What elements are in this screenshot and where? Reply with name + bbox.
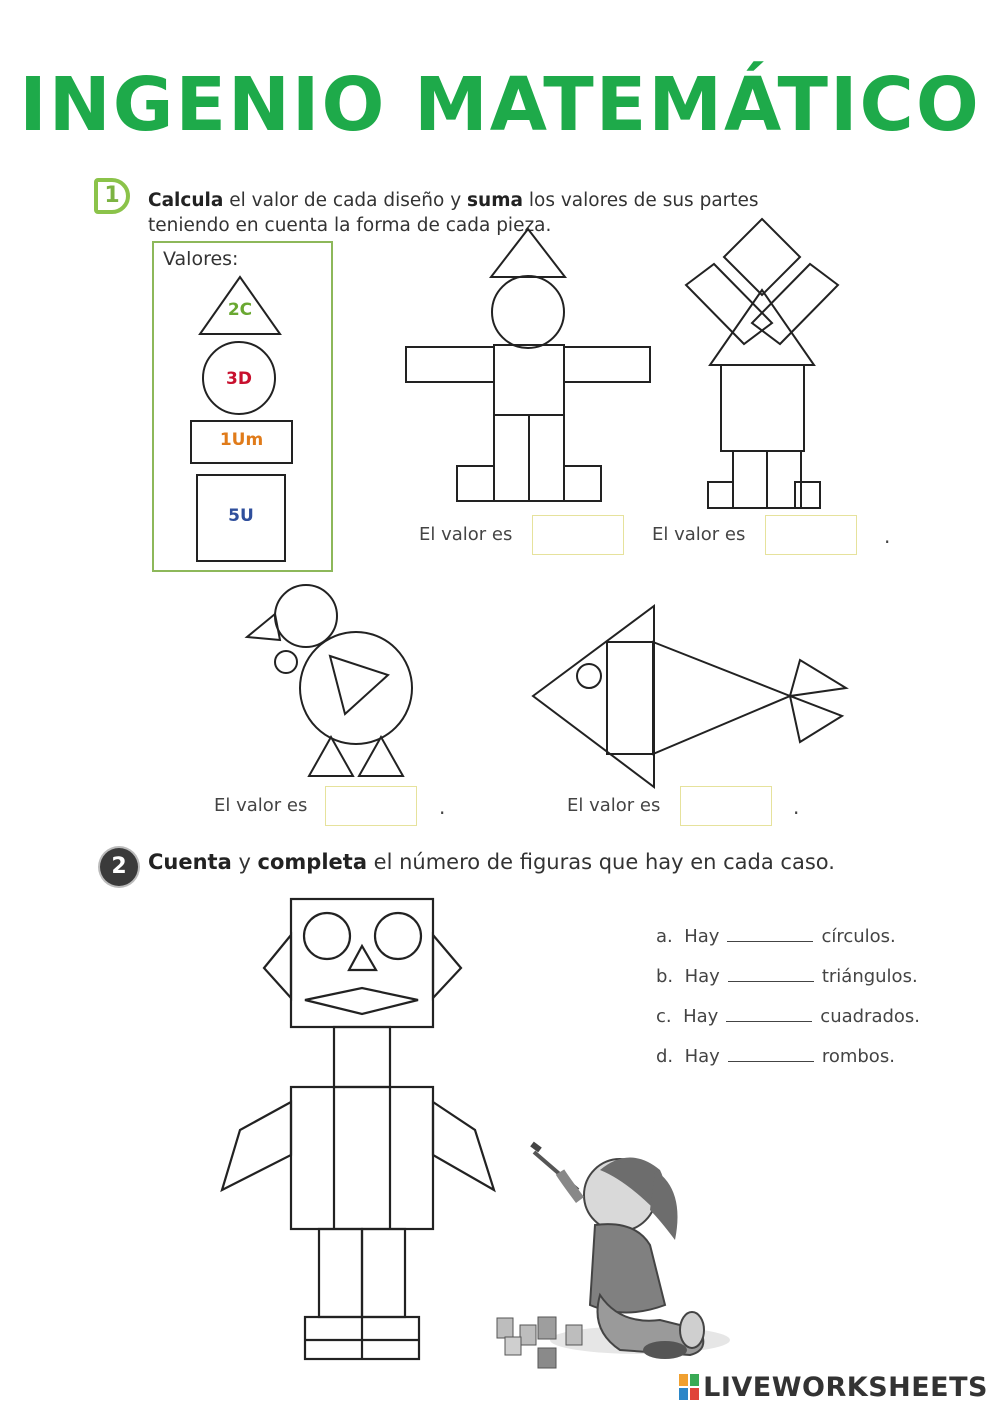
item-prefix: Hay [684,1046,720,1067]
value-circle: 3D [226,369,252,389]
item-letter: c. [656,1006,672,1027]
answer-label-bird: El valor es [214,795,308,816]
exercise-2-number: 2 [100,848,138,886]
values-label: Valores: [163,248,239,270]
liveworksheets-logo [679,1372,988,1403]
item-suffix: cuadrados. [820,1006,921,1027]
item-prefix: Hay [683,1006,719,1027]
exercise-1-number: 1 [94,178,130,214]
instruction-bold-cuenta: Cuenta [148,850,232,874]
item-prefix: Hay [684,966,720,987]
item-suffix: círculos. [821,926,896,947]
liveworksheets-logo-icon [679,1374,699,1400]
value-rectangle: 1Um [219,430,264,450]
answer-dot: . [439,795,446,819]
value-square: 5U [228,506,254,526]
instruction-bold-suma: suma [467,190,523,211]
item-letter: a. [656,926,673,947]
answer-dot: . [884,524,891,548]
liveworksheets-logo-text: LIVEWORKSHEETS [703,1372,988,1403]
exercise-1-instruction-line2: teniendo en cuenta la forma de cada pieza. [148,215,552,236]
instruction-text: y [231,850,258,874]
answer-label-person: El valor es [419,524,513,545]
item-suffix: rombos. [821,1046,895,1067]
answer-dot: . [793,795,800,819]
instruction-text: el valor de cada diseño y [223,190,468,211]
item-letter: d. [656,1046,674,1067]
item-prefix: Hay [684,926,720,947]
instruction-bold-completa: completa [257,850,367,874]
page-title: INGENIO MATEMÁTICO [19,62,981,148]
instruction-text: los valores de sus partes [522,190,759,211]
answer-label-windmill: El valor es [652,524,746,545]
instruction-bold-calcula: Calcula [148,190,224,211]
value-triangle: 2C [227,300,253,320]
item-letter: b. [656,966,674,987]
answer-label-fish: El valor es [567,795,661,816]
instruction-text: el número de figuras que hay en cada caso. [367,850,835,874]
item-suffix: triángulos. [821,966,918,987]
